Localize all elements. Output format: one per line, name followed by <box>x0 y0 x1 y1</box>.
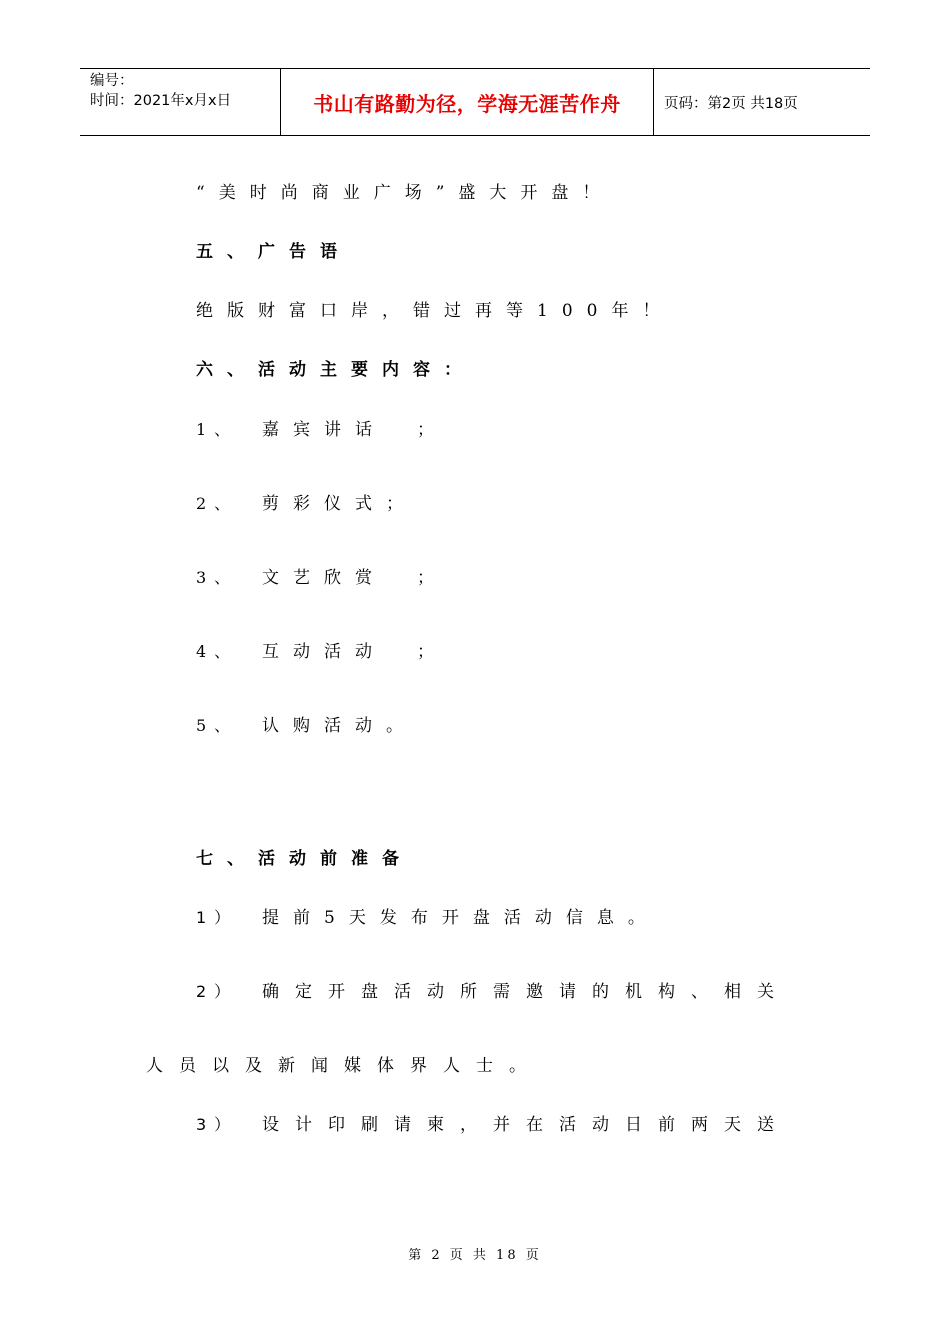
header-meta <box>80 69 281 135</box>
page-footer: 第 2 页 共 18 页 <box>408 1248 542 1263</box>
section-6-heading: 六、活动主要内容： <box>196 360 475 380</box>
list-item-text: 互动活动 ； <box>262 642 448 662</box>
prep-item-text: 提前5天发布开盘活动信息。 <box>262 908 659 928</box>
list-item-number: 3、 <box>196 568 239 587</box>
list-item-text: 认购活动。 <box>262 716 417 736</box>
opening-line: “美时尚商业广场”盛大开盘！ <box>196 183 614 203</box>
section-5-heading: 五、广告语 <box>196 242 351 262</box>
prep-item-number: 1） <box>196 908 239 927</box>
prep-item-number: 2） <box>196 982 239 1001</box>
list-item-text: 剪彩仪式； <box>262 494 417 514</box>
prep-item-text: 设计印刷请柬，并在活动日前两天送 <box>262 1115 790 1135</box>
header-motto: 书山有路勤为径，学海无涯苦作舟 <box>281 69 654 135</box>
number-label: 编号： <box>90 73 134 89</box>
prep-item-continuation: 人员以及新闻媒体界人士。 <box>146 1056 542 1076</box>
list-item-text: 文艺欣赏 ； <box>262 568 448 588</box>
time-label: 时间：2021年x月x日 <box>90 93 232 109</box>
list-item-number: 1、 <box>196 420 239 439</box>
header-page-info: 页码：第2页 共18页 <box>664 95 798 112</box>
page-header <box>80 68 870 136</box>
list-item-text: 嘉宾讲话 ； <box>262 420 448 440</box>
prep-item-text: 确定开盘活动所需邀请的机构、相关 <box>262 982 790 1002</box>
prep-item-number: 3） <box>196 1115 239 1134</box>
list-item-number: 5、 <box>196 716 239 735</box>
section-7-heading: 七、活动前准备 <box>196 849 413 869</box>
list-item-number: 2、 <box>196 494 239 513</box>
list-item-number: 4、 <box>196 642 239 661</box>
slogan-text: 绝版财富口岸，错过再等100年！ <box>196 301 674 321</box>
